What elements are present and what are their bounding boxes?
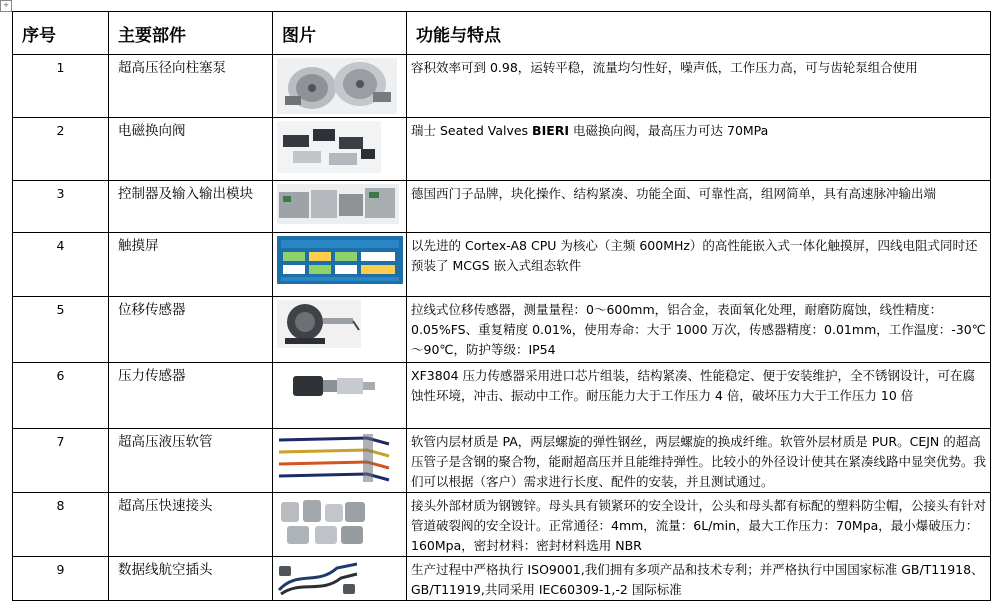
header-part: 主要部件 <box>109 12 273 55</box>
radial-piston-pump-photo <box>277 58 397 114</box>
feature-description: 软管内层材质是 PA，两层螺旋的弹性钢丝，两层螺旋的换成纤维。软管外层材质是 PUR。CEJN 的超高压管子是含钢的聚合物，能耐超高压并且能维持弹性。比较小的外径设计使其在紧凑线路中显突优势。我们可以根据（客户）需求进行长度、配件的安装，并且测试通过。 <box>407 429 991 493</box>
row-number: 5 <box>13 297 109 363</box>
header-features: 功能与特点 <box>407 12 991 55</box>
components-table <box>12 11 991 601</box>
header-number: 序号 <box>13 12 109 55</box>
part-name: 超高压快速接头 <box>109 493 273 557</box>
part-name: 电磁换向阀 <box>109 118 273 181</box>
part-name: 触摸屏 <box>109 233 273 297</box>
touch-screen-photo <box>277 236 403 284</box>
table-row <box>13 233 991 297</box>
feature-description: 接头外部材质为钢镀锌。母头具有锁紧环的安全设计，公头和母头都有标配的塑料防尘帽，公接头有针对管道破裂阀的安全设计。正常通径：4mm，流量：6L/min，最大工作压力：70Mpa，最小爆破压力：160Mpa，密封材料：密封材料选用 NBR <box>407 493 991 557</box>
pressure-sensor-photo <box>289 366 379 416</box>
table-row <box>13 429 991 493</box>
desc-text: 电磁换向阀，最高压力可达 70MPa <box>569 123 769 138</box>
table-row <box>13 493 991 557</box>
feature-description <box>407 118 991 181</box>
part-name: 位移传感器 <box>109 297 273 363</box>
table-row <box>13 557 991 601</box>
row-number: 8 <box>13 493 109 557</box>
row-number: 6 <box>13 363 109 429</box>
table-header-row <box>13 12 991 55</box>
table-row <box>13 297 991 363</box>
brand-name: BIERI <box>532 123 570 138</box>
row-number: 3 <box>13 181 109 233</box>
solenoid-valve-photo <box>277 121 381 173</box>
row-number: 9 <box>13 557 109 601</box>
table-row <box>13 55 991 118</box>
table-move-handle-icon[interactable]: + <box>0 0 12 12</box>
part-name: 数据线航空插头 <box>109 557 273 601</box>
header-image: 图片 <box>273 12 407 55</box>
row-number: 4 <box>13 233 109 297</box>
feature-description: XF3804 压力传感器采用进口芯片组装，结构紧凑、性能稳定、便于安装维护，全不锈钢设计，可在腐蚀性环境，冲击、振动中工作。耐压能力大于工作压力 4 倍，破坏压力大于工作压力 10 倍 <box>407 363 991 429</box>
desc-text: 瑞士 Seated Valves <box>411 123 533 138</box>
part-name: 超高压径向柱塞泵 <box>109 55 273 118</box>
feature-description: 以先进的 Cortex-A8 CPU 为核心（主频 600MHz）的高性能嵌入式一体化触摸屏，四线电阻式同时还预装了 MCGS 嵌入式组态软件 <box>407 233 991 297</box>
displacement-sensor-photo <box>277 300 361 348</box>
part-name: 压力传感器 <box>109 363 273 429</box>
table-row <box>13 181 991 233</box>
plc-module-photo <box>277 184 399 224</box>
feature-description: 德国西门子品牌，块化操作、结构紧凑、功能全面、可靠性高，组网简单，具有高速脉冲输出端 <box>407 181 991 233</box>
row-number: 1 <box>13 55 109 118</box>
aviation-plug-photo <box>277 560 359 596</box>
feature-description: 容积效率可到 0.98，运转平稳，流量均匀性好，噪声低，工作压力高，可与齿轮泵组合使用 <box>407 55 991 118</box>
part-name: 控制器及输入输出模块 <box>109 181 273 233</box>
table-row <box>13 118 991 181</box>
feature-description: 拉线式位移传感器，测量量程：0～600mm，铝合金，表面氧化处理，耐磨防腐蚀，线性精度：0.05%FS、重复精度 0.01%，使用寿命：大于 1000 万次，传感器精度：0.01mm，工作温度：-30℃～90℃，防护等级：IP54 <box>407 297 991 363</box>
part-name: 超高压液压软管 <box>109 429 273 493</box>
hydraulic-hose-photo <box>277 432 391 484</box>
row-number: 7 <box>13 429 109 493</box>
feature-description: 生产过程中严格执行 ISO9001,我们拥有多项产品和技术专利；并严格执行中国国家标准 GB/T11918、GB/T11919,共同采用 IEC60309-1,-2 国际标准 <box>407 557 991 601</box>
quick-coupling-photo <box>277 496 369 548</box>
row-number: 2 <box>13 118 109 181</box>
table-row <box>13 363 991 429</box>
